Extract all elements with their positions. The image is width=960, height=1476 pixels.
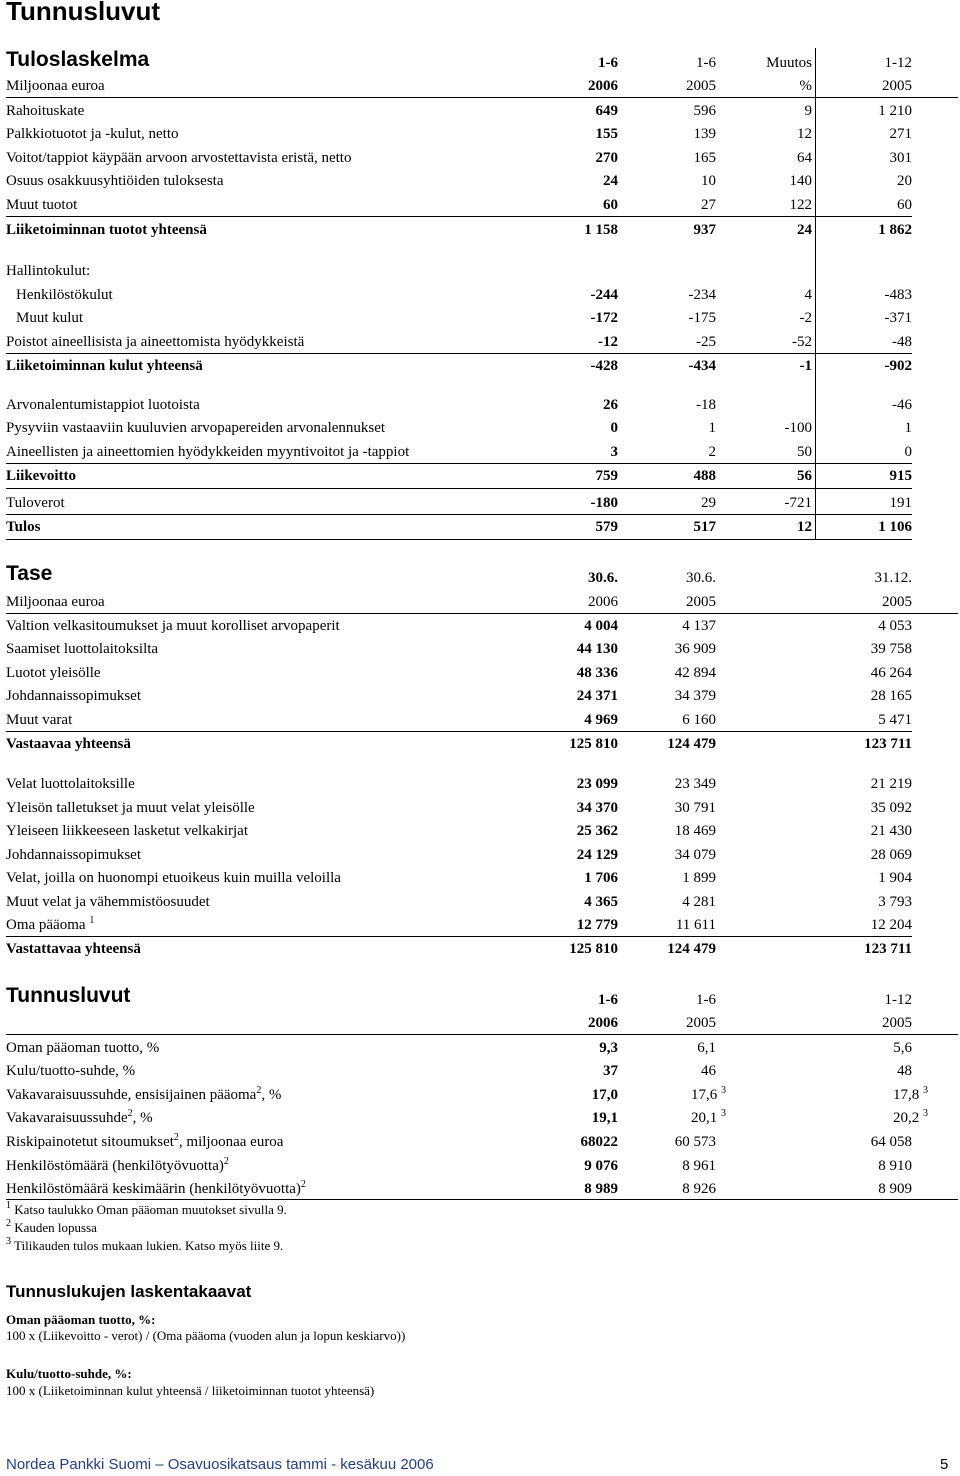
table-row: Valtion velkasitoumukset ja muut korolliset arvopaperit 4 004 4 137 4 053 [6, 618, 912, 634]
table-row: Vakavaraisuussuhde$^2$, % 19,1 20,1 $^3$ 20,2 $^3$ [6, 1108, 928, 1126]
formulas-title: Tunnuslukujen laskentakaavat [6, 1282, 252, 1301]
subtotal-rule [6, 514, 912, 515]
table-row: Osuus osakkuusyhtiöiden tuloksesta 24 10 140 20 [6, 173, 912, 189]
formula-text: 100 x (Liiketoiminnan kulut yhteensä / liiketoiminnan tuotot yhteensä) [6, 1383, 375, 1398]
formula-name: Kulu/tuotto-suhde, %: [6, 1366, 132, 1381]
table-row: Muut kulut -172 -175 -2 -371 [16, 310, 912, 326]
table-row-total: Vastaavaa yhteensä 125 810 124 479 123 711 [6, 736, 912, 752]
income-title: Tuloslaskelma [6, 48, 150, 71]
table-row: Henkilöstömäärä keskimäärin (henkilötyövuotta)$^2$ 8 989 8 926 8 909 [6, 1179, 912, 1197]
table-row: Henkilöstömäärä (henkilötyövuotta)$^2$ 9 076 8 961 8 910 [6, 1156, 912, 1174]
subtotal-rule [6, 936, 912, 937]
balance-header-row-2: Miljoonaa euroa 2006 2005 2005 [6, 591, 912, 614]
table-row: Velat luottolaitoksille 23 099 23 349 21 219 [6, 776, 912, 792]
table-row: Yleiseen liikkeeseen lasketut velkakirjat 25 362 18 469 21 430 [6, 823, 912, 839]
table-row-total: Vastattavaa yhteensä 125 810 124 479 123 711 [6, 941, 912, 957]
ratios-title: Tunnusluvut [6, 984, 131, 1007]
balance-title: Tase [6, 562, 53, 585]
table-row: Johdannaissopimukset 24 371 34 379 28 165 [6, 688, 912, 704]
table-row: Riskipainotetut sitoumukset$^2$, miljoonaa euroa 68022 60 573 64 058 [6, 1132, 912, 1150]
table-row: Saamiset luottolaitoksilta 44 130 36 909 39 758 [6, 641, 912, 657]
table-row: Arvonalentumistappiot luotoista 26 -18 -46 [6, 397, 912, 413]
table-row-total: Liiketoiminnan kulut yhteensä -428 -434 -1 -902 [6, 358, 912, 374]
footnote: $^2$ Kauden lopussa [6, 1218, 97, 1235]
income-header-row-2: Miljoonaa euroa 2006 2005 % 2005 [6, 75, 912, 98]
footer-text: Nordea Pankki Suomi – Osavuosikatsaus tammi - kesäkuu 2006 [6, 1456, 434, 1473]
table-row: Hallintokulut: [6, 263, 91, 279]
balance-header-rule [6, 613, 958, 614]
subtotal-rule [6, 216, 912, 217]
table-row: Johdannaissopimukset 24 129 34 079 28 069 [6, 847, 912, 863]
table-row: Luotot yleisölle 48 336 42 894 46 264 [6, 665, 912, 681]
table-row: Henkilöstökulut -244 -234 4 -483 [16, 287, 912, 303]
table-row-total: Liikevoitto 759 488 56 915 [6, 468, 912, 484]
table-row: Muut velat ja vähemmistöosuudet 4 365 4 281 3 793 [6, 894, 912, 910]
table-row: Yleisön talletukset ja muut velat yleisölle 34 370 30 791 35 092 [6, 800, 912, 816]
formula-name: Oman pääoman tuotto, %: [6, 1312, 156, 1327]
table-row-total: Tulos 579 517 12 1 106 [6, 519, 912, 535]
income-unit: Miljoonaa euroa [6, 78, 105, 94]
subtotal-rule [6, 731, 912, 732]
ratios-header-row-1: 1-6 1-6 1-12 [598, 992, 912, 1008]
table-row: Muut tuotot 60 27 122 60 [6, 197, 912, 213]
table-row: Vakavaraisuussuhde, ensisijainen pääoma$^2$, % 17,0 17,6 $^3$ 17,8 $^3$ [6, 1085, 928, 1103]
table-row-total: Liiketoiminnan tuotot yhteensä 1 158 937 24 1 862 [6, 222, 912, 238]
ratios-bottom-rule [6, 1199, 958, 1200]
table-row: Palkkiotuotot ja -kulut, netto 155 139 12 271 [6, 126, 912, 142]
table-row: Poistot aineellisista ja aineettomista hyödykkeistä -12 -25 -52 -48 [6, 334, 912, 350]
formula-text: 100 x (Liikevoitto - verot) / (Oma pääoma (vuoden alun ja lopun keskiarvo)) [6, 1328, 406, 1343]
subtotal-rule [6, 488, 912, 489]
table-row: Pysyviin vastaaviin kuuluvien arvopapereiden arvonalennukset 0 1 -100 1 [6, 420, 912, 436]
ratios-header-rule [6, 1034, 958, 1035]
table-row: Voitot/tappiot käypään arvoon arvostettavista eristä, netto 270 165 64 301 [6, 150, 912, 166]
table-row: Kulu/tuotto-suhde, % 37 46 48 [6, 1063, 912, 1079]
table-row: Tuloverot -180 29 -721 191 [6, 495, 912, 511]
column-divider [815, 48, 816, 539]
page-number: 5 [940, 1456, 949, 1473]
subtotal-rule [6, 463, 912, 464]
balance-unit: Miljoonaa euroa [6, 594, 105, 610]
table-row: Velat, joilla on huonompi etuoikeus kuin muilla veloilla 1 706 1 899 1 904 [6, 870, 912, 886]
footnote: $^1$ Katso taulukko Oman pääoman muutokset sivulla 9. [6, 1200, 287, 1217]
table-row: Oma pääoma $^1$ 12 779 11 611 12 204 [6, 915, 912, 933]
table-bottom-rule [6, 539, 912, 540]
page-title: Tunnusluvut [6, 0, 161, 26]
footnote: $^3$ Tilikauden tulos mukaan lukien. Katso myös liite 9. [6, 1236, 284, 1253]
ratios-header-row-2: 2006 2005 2005 [588, 1015, 912, 1031]
table-row: Muut varat 4 969 6 160 5 471 [6, 712, 912, 728]
table-row: Aineellisten ja aineettomien hyödykkeiden myyntivoitot ja -tappiot 3 2 50 0 [6, 444, 912, 460]
subtotal-rule [6, 353, 912, 354]
income-header-row-1: 1-6 1-6 Muutos 1-12 [598, 55, 912, 71]
table-row: Rahoituskate 649 596 9 1 210 [6, 103, 912, 119]
balance-header-row-1: 30.6. 30.6. 31.12. [588, 570, 912, 586]
table-row: Oman pääoman tuotto, % 9,3 6,1 5,6 [6, 1040, 912, 1056]
